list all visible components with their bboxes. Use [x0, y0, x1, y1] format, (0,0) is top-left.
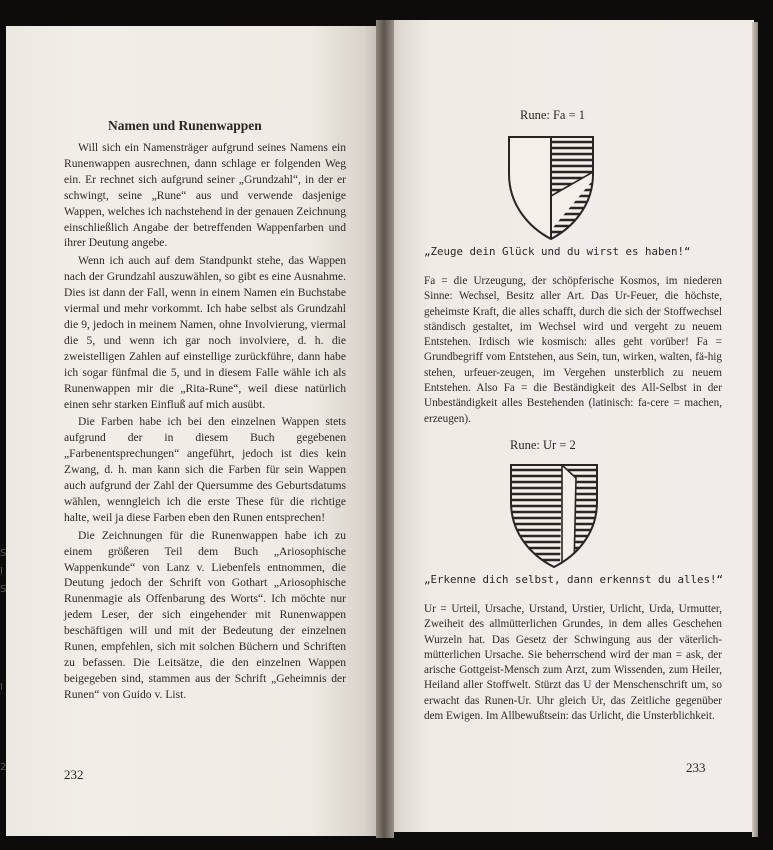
margin-mark: S	[0, 548, 7, 559]
book-spine	[376, 20, 394, 838]
margin-mark: I	[0, 566, 3, 577]
rune-fa-heading: Rune: Fa = 1	[520, 108, 586, 122]
rune-fa-text: Fa = die Urzeugung, der schöpferische Kosmos, im niederen Sinne: Wechsel, Besitz aller Art. Das Ur-Feuer, die höchste, geheimste Kraft, die alles schafft, durch die sich der Stoffwechsel ständisch gestaltet, im Wechsel wird und vergeht zu neuem Entstehen. Irdisch wie kosmisch: alles geht vorüber! Fa = Grundbegriff vom Entstehen, aus Sein, tun, wirken, walten, fä-hig stehen, urfeuer-zeugen, im Vergehen unsterblich zu neuem Entstehen. Also Fa = die Beständigkeit des All-Selbst in der Unbeständigkeit alles Bestehenden (latinisch: fa-cere = machen, erzeugen).	[424, 275, 722, 425]
paragraph: Wenn ich auch auf dem Standpunkt stehe, das Wappen nach der Grundzahl auszuwählen, so gibt es eine Ausnahme. Dies ist dann der Fall, wenn in einem Namen ein Buchstabe viermal und mehr vorkommt. Ich habe selbst als Grundzahl die 9, jedoch in meinem Namen, ohne Involvierung, viermal die 5, und wenn ich gar noch involviere, d. h. die zweistelligen Zahlen auf einstellige zurückführe, dann habe ich sogar fünfmal die 5, und in diesem Falle wähle ich als Runenwappen mir die „Rita-Rune“, weil diese natürlich einen sehr starken Einfluß auf mich ausübt.	[64, 254, 346, 411]
shield-fa-icon	[506, 134, 596, 242]
paragraph: Die Zeichnungen für die Runenwappen habe ich zu einem größeren Teil dem Buch „Ariosophische Wappenkunde“ von Lanz v. Liebenfels entnommen, die Deutung jedoch der Schrift von Gothart „Ariosophische Runenmagie als Offenbarung des Worts“. Ich möchte nur jedem Leser, der sich eingehender mit Runenwappen beschäftigen will und mit der Bedeutung der einzelnen Runen, empfehlen, sich mit solchen Büchern und Schriften zu befassen. Die Leitsätze, die den einzelnen Wappen beigegeben sind, stammen aus der Schrift „Geheimnis der Runen“ von Guido v. List.	[64, 528, 346, 701]
rune-ur-heading: Rune: Ur = 2	[510, 438, 576, 452]
margin-mark: I	[0, 682, 3, 693]
rune-fa-motto: „Zeuge dein Glück und du wirst es haben!“	[424, 245, 691, 258]
margin-mark: S	[0, 584, 7, 595]
page-title: Namen und Runenwappen	[108, 118, 262, 133]
page-edge	[752, 22, 758, 837]
paragraph: Will sich ein Namensträger aufgrund seines Namens ein Runenwappen ausrechnen, dann schlage er folgenden Weg ein. Er rechnet sich aufgrund seiner „Grundzahl“, in der er schwingt, seine „Rune“ aus und verwende dasjenige Wappen, welches ich nachstehend in der genauen Zeichnung einschließlich Angabe der betreffenden Wappenfarben und ihrer Deutung angebe.	[64, 141, 346, 250]
paragraph: Die Farben habe ich bei den einzelnen Wappen stets aufgrund der in diesem Buch gegebenen „Farbenentsprechungen“ angeführt, jedoch ist dies kein Zwang, d. h. man kann sich die Farben für sein Wappen auch aufgrund der Zahl der Quersumme des Geburtsdatums wählen, wenngleich ich die erste These für die richtige halte, weil ja diese Farben eben den Runen entsprechen!	[64, 415, 346, 524]
rune-ur-text: Ur = Urteil, Ursache, Urstand, Urstier, Urlicht, Urda, Urmutter, Zweiheit des allmütterlichen Grundes, in dem alles Geschehen Wurzeln hat. Das Gesetz der Schwingung aus der väterlich-mütterlichen Ursache. Sie beherrschend wird der man = ask, der arische Gottgeist-Mensch zum Arzt, zum Wissenden, zum Heiler, Heiland aller Stoffwelt. Stürzt das U der Menschenschrift um, so erwacht das Runen-Ur. Uhr gleich Ur, das Zeitliche gegenüber dem Ewigen. Im Allbewußtsein: das Urlicht, die Unsterblichkeit.	[424, 603, 722, 723]
page-number-right: 233	[686, 760, 706, 775]
left-body-text	[64, 140, 346, 703]
rune-ur-motto: „Erkenne dich selbst, dann erkennst du alles!“	[424, 573, 724, 586]
page-number-left: 232	[64, 767, 84, 782]
shield-ur-icon	[508, 462, 600, 570]
margin-mark: 2	[0, 762, 7, 773]
